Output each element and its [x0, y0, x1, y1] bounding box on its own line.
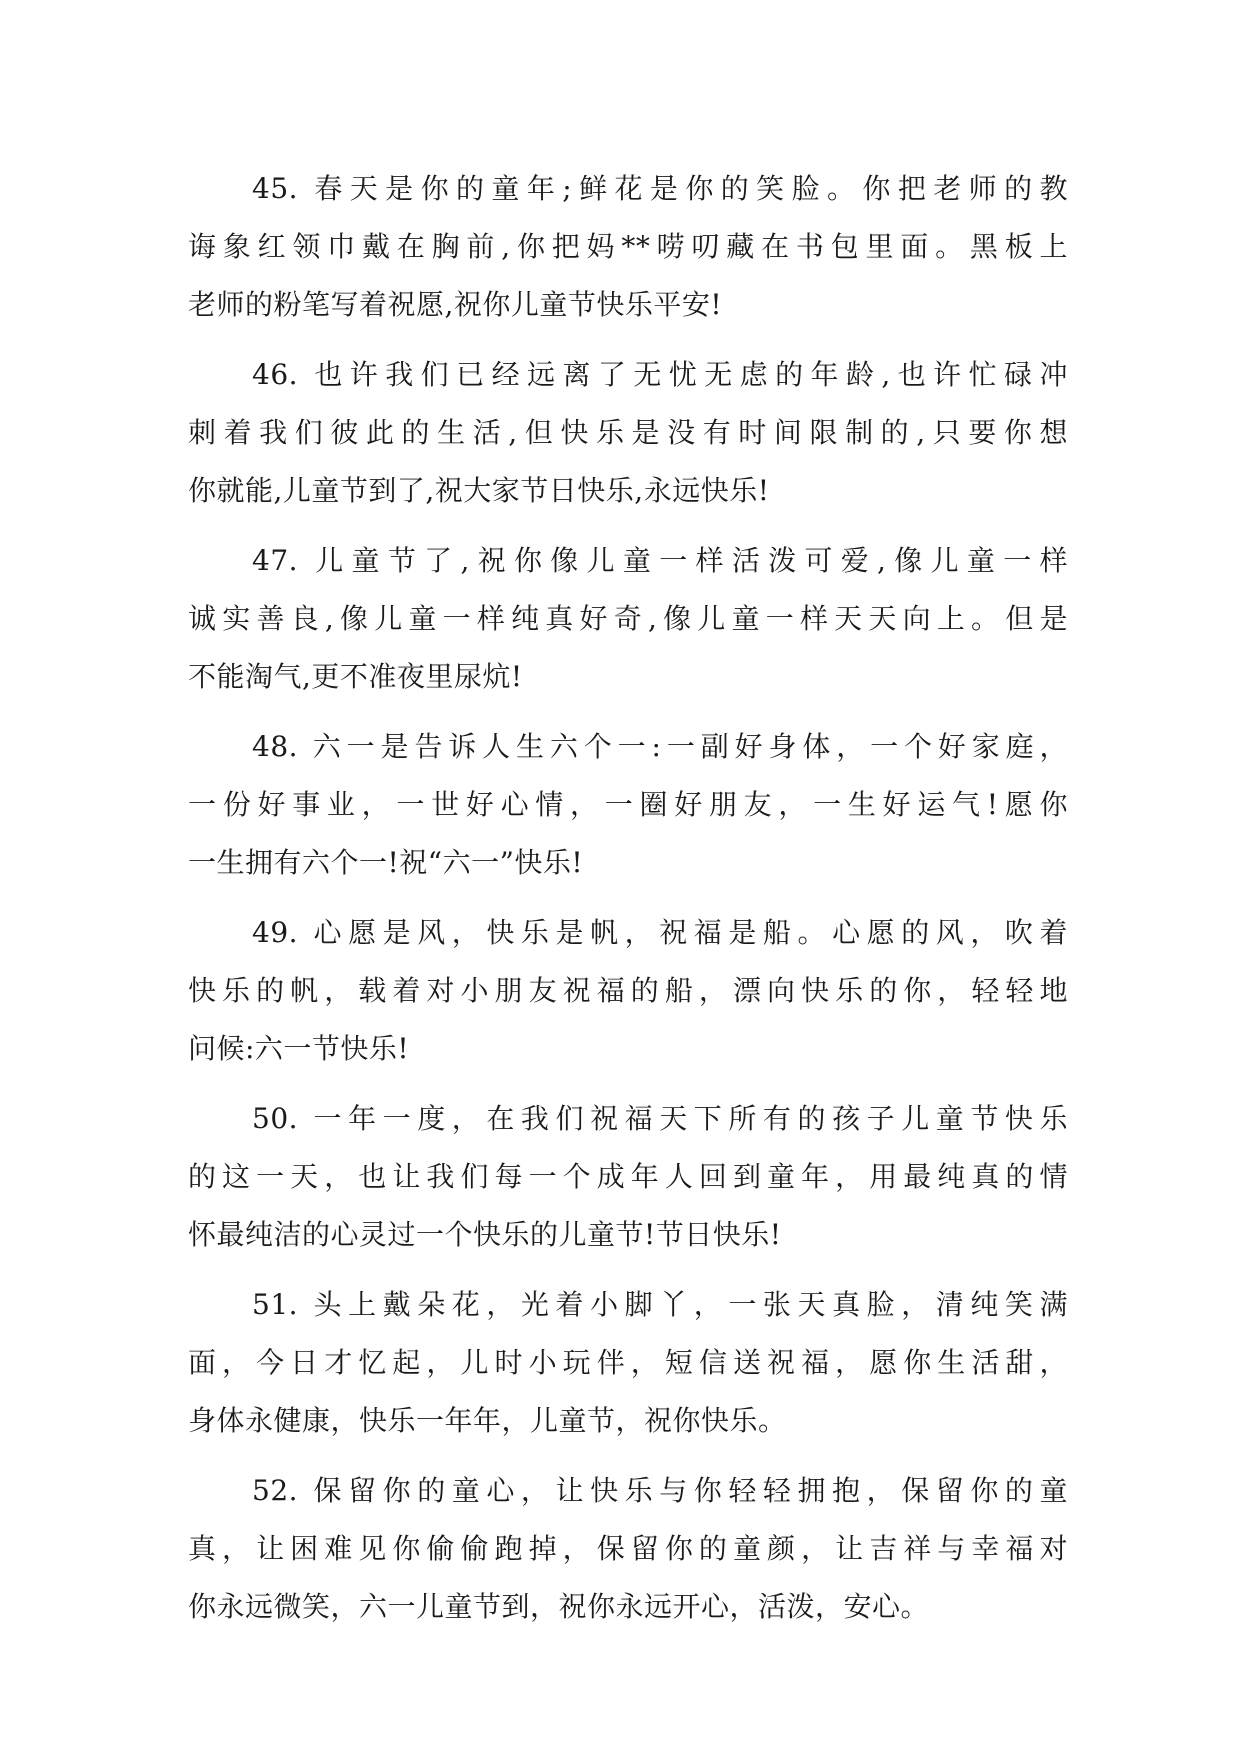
paragraph-line: 50. 一年一度，在我们祝福天下所有的孩子儿童节快乐: [252, 1102, 1068, 1135]
paragraph-50: [188, 1090, 1068, 1264]
paragraph-line: 问候:六一节快乐!: [188, 1032, 410, 1065]
paragraph-52: [188, 1462, 1068, 1636]
paragraph-line: 刺着我们彼此的生活,但快乐是没有时间限制的,只要你想: [188, 416, 1068, 449]
paragraph-line: 你永远微笑，六一儿童节到，祝你永远开心，活泼，安心。: [188, 1590, 930, 1623]
paragraph-line: 怀最纯洁的心灵过一个快乐的儿童节!节日快乐!: [188, 1218, 782, 1251]
paragraph-line: 45. 春天是你的童年;鲜花是你的笑脸。你把老师的教: [252, 172, 1068, 205]
paragraph-line: 老师的粉笔写着祝愿,祝你儿童节快乐平安!: [188, 288, 723, 321]
paragraph-line: 真，让困难见你偷偷跑掉，保留你的童颜，让吉祥与幸福对: [188, 1532, 1068, 1565]
paragraph-line: 47. 儿童节了,祝你像儿童一样活泼可爱,像儿童一样: [252, 544, 1068, 577]
paragraph-line: 快乐的帆，载着对小朋友祝福的船，漂向快乐的你，轻轻地: [188, 974, 1068, 1007]
paragraph-46: [188, 346, 1068, 520]
paragraph-line: 一份好事业，一世好心情，一圈好朋友，一生好运气!愿你: [188, 788, 1068, 821]
paragraph-line: 48. 六一是告诉人生六个一:一副好身体，一个好家庭，: [252, 730, 1068, 763]
paragraph-line: 的这一天，也让我们每一个成年人回到童年，用最纯真的情: [188, 1160, 1068, 1193]
paragraph-line: 49. 心愿是风，快乐是帆，祝福是船。心愿的风，吹着: [252, 916, 1068, 949]
paragraph-line: 46. 也许我们已经远离了无忧无虑的年龄,也许忙碌冲: [252, 358, 1068, 391]
paragraph-48: [188, 718, 1068, 892]
paragraph-45: [188, 160, 1068, 334]
paragraph-line: 身体永健康，快乐一年年，儿童节，祝你快乐。: [188, 1404, 787, 1437]
paragraph-line: 你就能,儿童节到了,祝大家节日快乐,永远快乐!: [188, 474, 770, 507]
paragraph-line: 51. 头上戴朵花，光着小脚丫，一张天真脸，清纯笑满: [252, 1288, 1068, 1321]
paragraph-line: 诲象红领巾戴在胸前,你把妈**唠叨藏在书包里面。黑板上: [188, 230, 1068, 263]
paragraph-51: [188, 1276, 1068, 1450]
paragraph-47: [188, 532, 1068, 706]
paragraph-line: 52. 保留你的童心，让快乐与你轻轻拥抱，保留你的童: [252, 1474, 1068, 1507]
paragraph-line: 不能淘气,更不准夜里尿炕!: [188, 660, 523, 693]
paragraph-line: 诚实善良,像儿童一样纯真好奇,像儿童一样天天向上。但是: [188, 602, 1068, 635]
paragraph-49: [188, 904, 1068, 1078]
paragraph-line: 面，今日才忆起，儿时小玩伴，短信送祝福，愿你生活甜，: [188, 1346, 1068, 1379]
document-body: [188, 160, 1068, 1636]
paragraph-line: 一生拥有六个一!祝“六一”快乐!: [188, 846, 584, 879]
